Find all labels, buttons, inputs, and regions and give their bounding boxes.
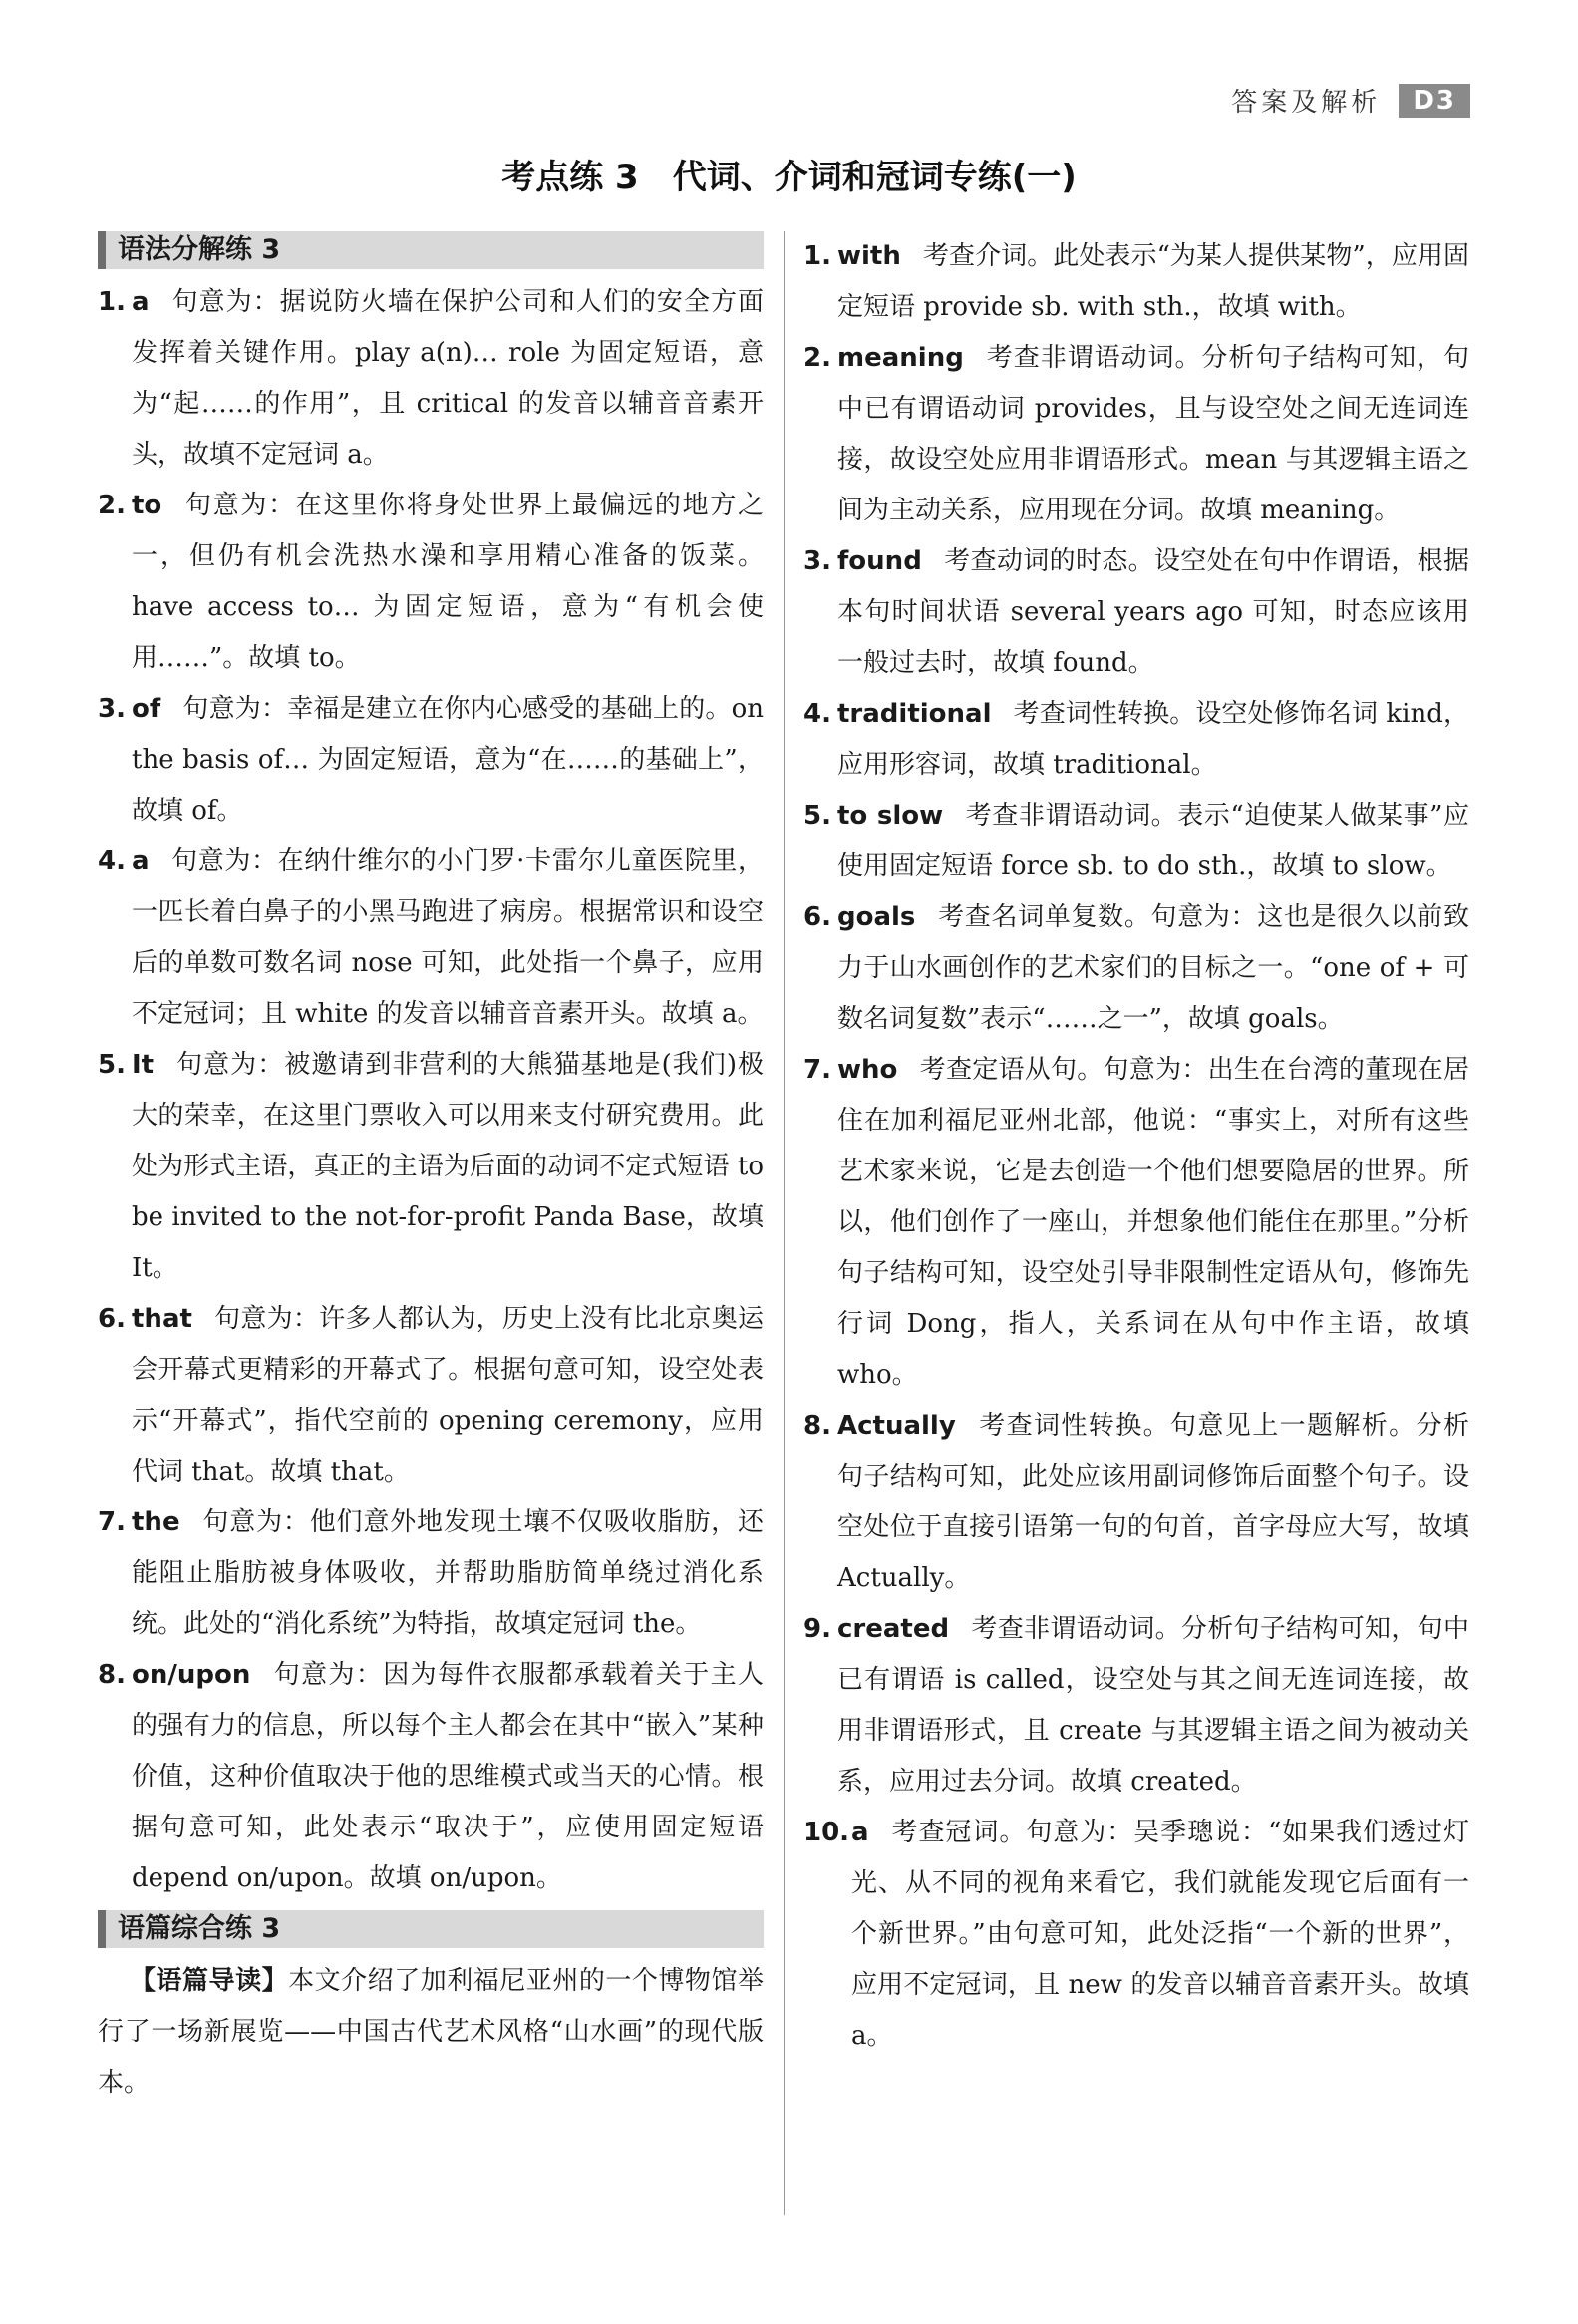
item-number: 6. (98, 1304, 126, 1334)
item-number: 6. (803, 902, 831, 932)
item-answer: goals (837, 902, 916, 932)
left-answer-item (98, 1040, 764, 1294)
item-explanation: 句意为：幸福是建立在你内心感受的基础上的。on the basis of… 为固定短语，意为“在……的基础上”，故填 of。 (132, 694, 764, 826)
right-answer-item (803, 892, 1469, 1045)
item-explanation: 考查词性转换。句意见上一题解析。分析句子结构可知，此处应该用副词修饰后面整个句子。设空处位于直接引语第一句的句首，首字母应大写，故填 Actually。 (837, 1411, 1469, 1593)
item-explanation: 考查非谓语动词。表示“迫使某人做某事”应使用固定短语 force sb. to do sth.，故填 to slow。 (837, 801, 1469, 881)
item-answer: the (132, 1507, 180, 1537)
right-answer-item (803, 1401, 1469, 1604)
item-answer: to slow (837, 801, 944, 830)
item-answer: that (132, 1304, 192, 1334)
item-number: 5. (98, 1050, 126, 1080)
passage-guide (98, 1956, 764, 2109)
right-answer-item (803, 791, 1469, 892)
item-number: 4. (98, 846, 126, 876)
right-column (803, 231, 1469, 2062)
header-section-label: 答案及解析 (1231, 88, 1382, 118)
item-explanation: 句意为：许多人都认为，历史上没有比北京奥运会开幕式更精彩的开幕式了。根据句意可知，设空处表示“开幕式”，指代空前的 opening ceremony，应用代词 that。故填 that。 (132, 1304, 764, 1487)
item-answer: a (851, 1818, 869, 1847)
item-number: 8. (98, 1660, 126, 1690)
page-title: 考点练 3 代词、介词和冠词专练(一) (501, 158, 1077, 197)
item-explanation: 考查词性转换。设空处修饰名词 kind，应用形容词，故填 traditional。 (837, 699, 1469, 780)
item-explanation: 句意为：据说防火墙在保护公司和人们的安全方面发挥着关键作用。play a(n)… role 为固定短语，意为“起……的作用”，且 critical 的发音以辅音音素开头，故填不定冠词 a。 (132, 287, 764, 470)
item-explanation: 句意为：因为每件衣服都承载着关于主人的强有力的信息，所以每个主人都会在其中“嵌入”某种价值，这种价值取决于他的思维模式或当天的心情。根据句意可知，此处表示“取决于”，应使用固定短语 depend on/upon。故填 on/upon。 (132, 1660, 764, 1893)
item-explanation: 句意为：被邀请到非营利的大熊猫基地是(我们)极大的荣幸，在这里门票收入可以用来支付研究费用。此处为形式主语，真正的主语为后面的动词不定式短语 to be invited to the not-for-profit Panda Base，故填 It。 (132, 1050, 764, 1283)
left-column (98, 231, 764, 2109)
item-answer: to (132, 491, 162, 520)
item-number: 9. (803, 1614, 831, 1644)
page-header (1231, 82, 1470, 119)
item-number: 7. (803, 1055, 831, 1085)
passage-guide-tag: 【语篇导读】 (130, 1966, 289, 1996)
item-answer: It (132, 1050, 155, 1080)
item-explanation: 句意为：在这里你将身处世界上最偏远的地方之一，但仍有机会洗热水澡和享用精心准备的饭菜。have access to… 为固定短语，意为“有机会使用……”。故填 to。 (132, 491, 764, 673)
item-number: 5. (803, 801, 831, 830)
left-answer-item (98, 1497, 764, 1650)
item-number: 4. (803, 699, 831, 729)
item-explanation: 考查冠词。句意为：吴季璁说：“如果我们透过灯光、从不同的视角来看它，我们就能发现它后面有一个新世界。”由句意可知，此处泛指“一个新的世界”，应用不定冠词，且 new 的发音以辅音音素开头。故填 a。 (851, 1818, 1469, 2051)
right-answer-item (803, 231, 1469, 333)
item-number: 7. (98, 1507, 126, 1537)
item-explanation: 考查定语从句。句意为：出生在台湾的董现在居住在加利福尼亚州北部，他说：“事实上，对所有这些艺术家来说，它是去创造一个他们想要隐居的世界。所以，他们创作了一座山，并想象他们能住在那里。”分析句子结构可知，设空处引导非限制性定语从句，修饰先行词 Dong，指人，关系词在从句中作主语，故填 who。 (837, 1055, 1469, 1390)
item-explanation: 考查名词单复数。句意为：这也是很久以前致力于山水画创作的艺术家们的目标之一。“one of + 可数名词复数”表示“……之一”，故填 goals。 (837, 902, 1469, 1034)
item-explanation: 考查动词的时态。设空处在句中作谓语，根据本句时间状语 several years ago 可知，时态应该用一般过去时，故填 found。 (837, 546, 1469, 678)
item-answer: on/upon (132, 1660, 251, 1690)
item-answer: found (837, 546, 922, 576)
section-heading-passage: 语篇综合练 3 (98, 1910, 764, 1948)
right-answer-item (803, 1808, 1469, 2062)
item-number: 8. (803, 1411, 831, 1441)
passage-guide-text: 本文介绍了加利福尼亚州的一个博物馆举行了一场新展览——中国古代艺术风格“山水画”的现代版本。 (98, 1966, 764, 2098)
right-answer-item (803, 536, 1469, 689)
item-answer: Actually (837, 1411, 956, 1441)
item-explanation: 考查非谓语动词。分析句子结构可知，句中已有谓语 is called，设空处与其之间无连词连接，故用非谓语形式，且 create 与其逻辑主语之间为被动关系，应用过去分词。故填 created。 (837, 1614, 1469, 1797)
page-number-badge: D3 (1399, 84, 1470, 118)
left-answer-item (98, 481, 764, 684)
item-explanation: 句意为：在纳什维尔的小门罗·卡雷尔儿童医院里，一匹长着白鼻子的小黑马跑进了病房。根据常识和设空后的单数可数名词 nose 可知，此处指一个鼻子，应用不定冠词；且 white 的发音以辅音音素开头。故填 a。 (132, 846, 764, 1029)
column-divider (784, 231, 785, 2215)
right-answer-item (803, 689, 1469, 791)
item-explanation: 考查非谓语动词。分析句子结构可知，句中已有谓语动词 provides，且与设空处之间无连词连接，故设空处应用非谓语形式。mean 与其逻辑主语之间为主动关系，应用现在分词。故填 meaning。 (837, 343, 1469, 525)
right-answer-item (803, 1045, 1469, 1401)
section-heading-grammar: 语法分解练 3 (98, 231, 764, 269)
item-number: 1. (98, 287, 126, 317)
item-explanation: 考查介词。此处表示“为某人提供某物”，应用固定短语 provide sb. with sth.，故填 with。 (837, 241, 1469, 322)
right-answer-item (803, 1604, 1469, 1808)
item-answer: created (837, 1614, 950, 1644)
item-answer: traditional (837, 699, 992, 729)
left-answer-item (98, 1294, 764, 1497)
item-number: 3. (98, 694, 126, 724)
item-explanation: 句意为：他们意外地发现土壤不仅吸收脂肪，还能阻止脂肪被身体吸收，并帮助脂肪简单绕过消化系统。此处的“消化系统”为特指，故填定冠词 the。 (132, 1507, 764, 1639)
item-answer: with (837, 241, 901, 271)
item-answer: a (132, 846, 150, 876)
left-answer-item (98, 277, 764, 481)
item-answer: who (837, 1055, 898, 1085)
left-answer-item (98, 1650, 764, 1904)
item-number: 2. (98, 491, 126, 520)
right-answer-item (803, 333, 1469, 536)
item-number: 10. (803, 1818, 850, 1847)
left-answer-item (98, 684, 764, 836)
item-number: 2. (803, 343, 831, 373)
left-answer-item (98, 836, 764, 1040)
item-answer: meaning (837, 343, 964, 373)
item-number: 3. (803, 546, 831, 576)
item-number: 1. (803, 241, 831, 271)
item-answer: a (132, 287, 150, 317)
item-answer: of (132, 694, 161, 724)
